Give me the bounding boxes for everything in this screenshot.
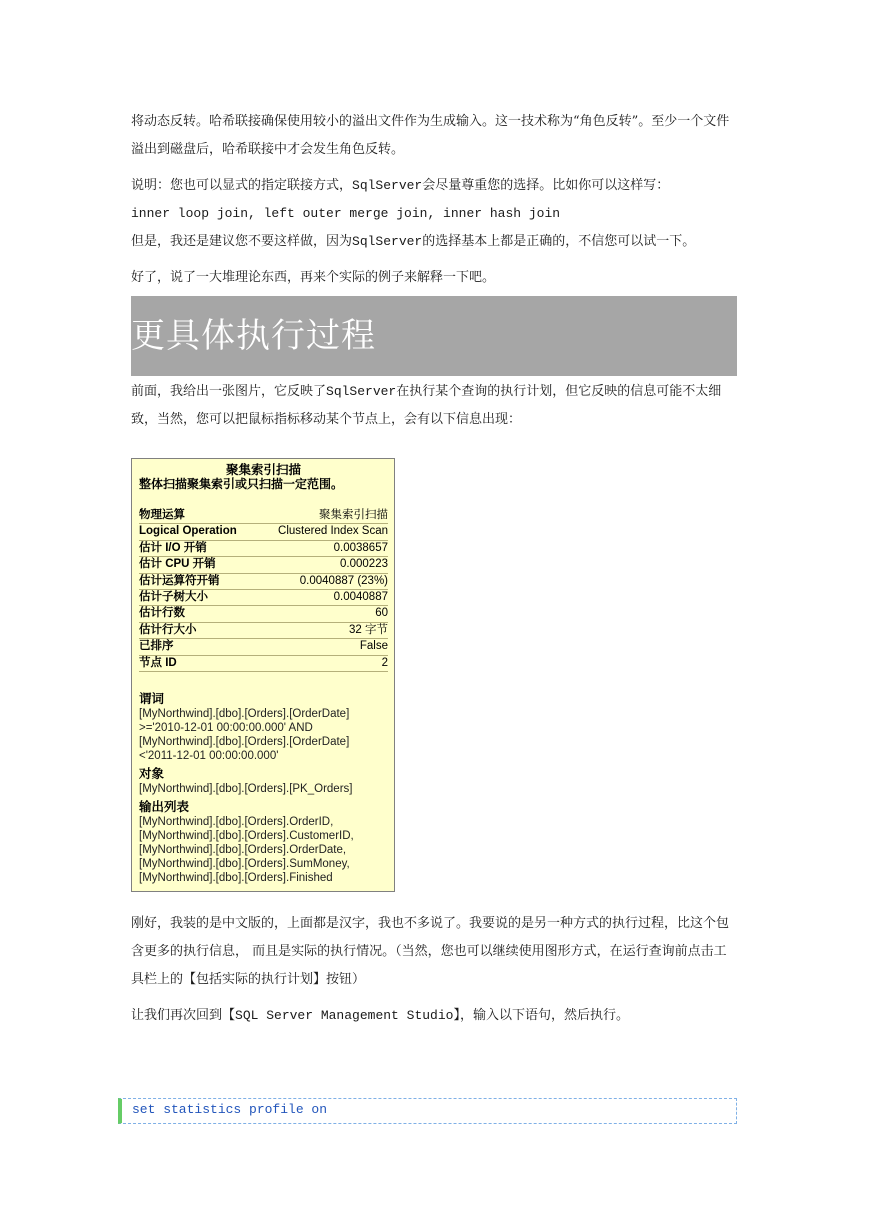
property-key: 估计子树大小 (139, 590, 208, 603)
output-line: [MyNorthwind].[dbo].[Orders].OrderID, (139, 815, 334, 828)
tooltip-row (139, 606, 388, 622)
ssms-text-b: 】，输入以下语句，然后执行。 (453, 1007, 629, 1023)
property-value: 2 (381, 656, 388, 669)
property-key: 估计行数 (139, 607, 185, 620)
join-hint-text-b: 会尽量尊重您的选择。比如你可以这样写： (422, 178, 670, 193)
tooltip-row (139, 524, 388, 540)
property-key: 已排序 (139, 640, 174, 653)
sqlserver-code: SqlServer (352, 178, 423, 193)
tooltip-row (139, 639, 388, 655)
property-value: 0.0040887 (23%) (299, 574, 388, 587)
section-heading: 更具体执行过程 (131, 296, 737, 376)
code-block: set statistics profile on (118, 1098, 737, 1124)
tooltip-output-label: 输出列表 (139, 799, 190, 814)
paragraph-chinese-version: 刚好，我装的是中文版的，上面都是汉字，我也不多说了。我要说的是另一种方式的执行过程，比这个包含更多的执行信息， 而且是实际的执行情况。（当然，您也可以继续使用图形方式，在运行查询前点击工具栏上的【包括实际的执行计划】按钮） (131, 915, 730, 987)
tooltip-predicate-label: 谓词 (139, 691, 165, 706)
predicate-line: [MyNorthwind].[dbo].[Orders].[OrderDate] (139, 707, 350, 720)
ssms-text-a: 让我们再次回到【 (131, 1007, 236, 1023)
plan-intro-text-b: 在执行某个查询的执行计划，但它反映的信息可能不太细致，当然，您可以把鼠标指标移动某个节点上，会有以下信息出现： (131, 384, 722, 427)
tooltip-object-label: 对象 (139, 766, 165, 781)
paragraph-join-hint (131, 172, 737, 200)
tooltip-row (139, 656, 388, 672)
property-value: 60 (375, 607, 388, 620)
advice-text-b: 的选择基本上都是正确的，不信您可以试一下。 (422, 234, 696, 249)
property-value: Clustered Index Scan (278, 525, 388, 538)
property-value: 0.000223 (340, 558, 388, 571)
property-key: 估计 I/O 开销 (139, 541, 207, 554)
join-hint-code: inner loop join, left outer merge join, inner hash join (131, 206, 561, 221)
tooltip-description: 整体扫描聚集索引或只扫描一定范围。 (139, 477, 344, 491)
object-line: [MyNorthwind].[dbo].[Orders].[PK_Orders] (139, 782, 353, 795)
tooltip-row (139, 623, 388, 639)
ssms-code: SQL Server Management Studio (235, 1007, 454, 1023)
paragraph-advice (131, 228, 737, 256)
property-value: 聚集索引扫描 (319, 509, 388, 521)
tooltip-title: 聚集索引扫描 (225, 463, 301, 477)
property-key: 估计行大小 (139, 623, 197, 636)
paragraph-plan-intro (131, 378, 737, 434)
property-value: 32 字节 (349, 623, 388, 636)
paragraph-ssms (131, 1002, 737, 1030)
tooltip-row (139, 590, 388, 606)
property-key: Logical Operation (139, 525, 237, 538)
property-key: 估计 CPU 开销 (139, 558, 216, 571)
predicate-line: [MyNorthwind].[dbo].[Orders].[OrderDate] (139, 735, 350, 748)
property-key: 估计运算符开销 (139, 574, 220, 587)
join-hint-text-a: 说明：您也可以显式的指定联接方式， (131, 178, 353, 193)
tooltip-row (139, 541, 388, 557)
predicate-line: >='2010-12-01 00:00:00.000' AND (139, 721, 313, 734)
tooltip-property-list (139, 508, 388, 672)
execution-plan-tooltip-image (131, 458, 395, 892)
property-key: 节点 ID (139, 656, 177, 669)
property-value: 0.0038657 (333, 541, 388, 554)
output-line: [MyNorthwind].[dbo].[Orders].Finished (139, 871, 333, 884)
sqlserver-code: SqlServer (352, 234, 423, 249)
plan-intro-text-a: 前面，我给出一张图片，它反映了 (131, 384, 327, 399)
paragraph-transition: 好了，说了一大堆理论东西，再来个实际的例子来解释一下吧。 (131, 270, 496, 285)
tooltip-row (139, 557, 388, 573)
output-line: [MyNorthwind].[dbo].[Orders].SumMoney, (139, 857, 350, 870)
paragraph-role-reversal: 将动态反转。哈希联接确保使用较小的溢出文件作为生成输入。这一技术称为“角色反转”。至少一个文件溢出到磁盘后，哈希联接中才会发生角色反转。 (131, 114, 730, 157)
document-body (131, 108, 737, 1030)
predicate-line: <'2011-12-01 00:00:00.000' (139, 749, 279, 762)
output-line: [MyNorthwind].[dbo].[Orders].CustomerID, (139, 829, 354, 842)
property-key: 物理运算 (139, 509, 185, 521)
property-value: 0.0040887 (333, 590, 388, 603)
property-value: False (359, 640, 388, 653)
sqlserver-code: SqlServer (326, 384, 397, 399)
tooltip-row (139, 508, 388, 524)
tooltip-row (139, 574, 388, 590)
advice-text-a: 但是，我还是建议您不要这样做，因为 (131, 234, 353, 249)
output-line: [MyNorthwind].[dbo].[Orders].OrderDate, (139, 843, 347, 856)
